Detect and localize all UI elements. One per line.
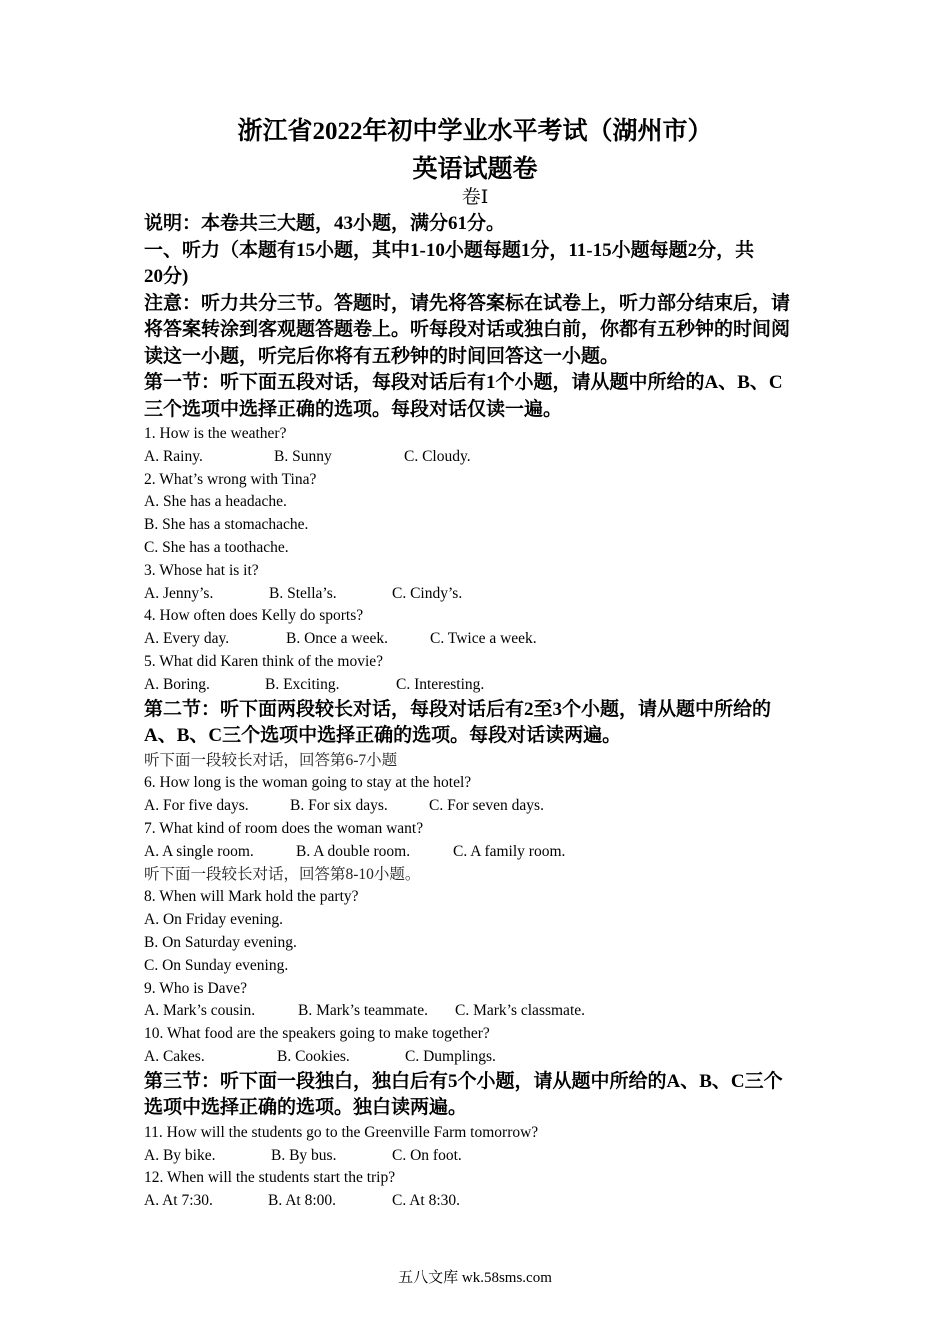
option-b: B. At 8:00.: [268, 1192, 337, 1210]
question-7: 7. What kind of room does the woman want?: [144, 819, 424, 837]
options-4: [144, 628, 809, 651]
options-11: [144, 1145, 809, 1168]
question-11: 11. How will the students go to the Greenville Farm tomorrow?: [144, 1123, 539, 1141]
option-c: C. Dumplings.: [405, 1047, 496, 1065]
question-4: 4. How often does Kelly do sports?: [144, 607, 364, 625]
option-b: B. On Saturday evening.: [144, 933, 297, 951]
option-c: C. For seven days.: [429, 797, 544, 815]
option-a: A. A single room.: [144, 842, 254, 860]
dialogue-note: 听下面一段较长对话，回答第6-7小题: [144, 751, 398, 769]
option-a: A. By bike.: [144, 1146, 216, 1164]
option-a: A. She has a headache.: [144, 493, 287, 511]
option-c: C. Cindy’s.: [392, 584, 463, 602]
section1-heading: 第一节：听下面五段对话，每段对话后有1个小题，请从题中所给的A、B、C: [144, 372, 783, 393]
option-a: A. At 7:30.: [144, 1192, 213, 1210]
volume-label: 卷Ⅰ: [461, 187, 489, 208]
option-c: C. On Sunday evening.: [144, 956, 289, 974]
options-6: [144, 795, 809, 818]
option-c: C. At 8:30.: [392, 1192, 461, 1210]
question-6: 6. How long is the woman going to stay at the hotel?: [144, 774, 472, 792]
question-12: 12. When will the students start the trip?: [144, 1169, 396, 1187]
option-a: A. On Friday evening.: [144, 911, 284, 929]
option-b: B. For six days.: [290, 797, 388, 815]
section1-heading-cont: 三个选项中选择正确的选项。每段对话仅读一遍。: [144, 398, 563, 420]
section2-heading: 第二节：听下面两段较长对话，每段对话后有2至3个小题，请从题中所给的: [144, 698, 772, 720]
note-line: 将答案转涂到客观题答题卷上。听每段对话或独白前，你都有五秒钟的时间阅: [144, 319, 791, 340]
part1-heading-cont: 20分): [144, 266, 189, 287]
option-b: B. Exciting.: [265, 675, 340, 693]
option-b: B. She has a stomachache.: [144, 516, 309, 534]
option-a: A. Mark’s cousin.: [144, 1002, 256, 1020]
option-c: C. She has a toothache.: [144, 538, 289, 556]
dialogue-note: 听下面一段较长对话，回答第8-10小题。: [144, 865, 421, 883]
options-10: [144, 1046, 809, 1069]
exam-body: [144, 211, 809, 1213]
options-3: [144, 583, 809, 606]
exam-title: 浙江省2022年初中学业水平考试（湖州市）: [237, 118, 713, 145]
option-c: C. Interesting.: [396, 675, 485, 693]
part1-heading: 一、听力（本题有15小题，其中1-10小题每题1分，11-15小题每题2分，共: [144, 239, 755, 261]
question-10: 10. What food are the speakers going to make together?: [144, 1025, 490, 1043]
option-b: B. By bus.: [271, 1146, 337, 1164]
options-9: [144, 1000, 809, 1023]
option-b: B. A double room.: [296, 842, 411, 860]
option-a: A. Rainy.: [144, 447, 203, 465]
note-line: 读这一小题，听完后你将有五秒钟的时间回答这一小题。: [144, 345, 620, 367]
option-b: B. Once a week.: [286, 630, 388, 648]
option-c: C. Mark’s classmate.: [455, 1002, 586, 1020]
options-5: [144, 674, 809, 697]
options-1: [144, 446, 809, 469]
note-line: 注意：听力共分三节。答题时，请先将答案标在试卷上，听力部分结束后，请: [144, 292, 791, 314]
section3-heading: 第三节：听下面一段独白，独白后有5个小题，请从题中所给的A、B、C三个: [144, 1070, 783, 1092]
option-a: A. Cakes.: [144, 1047, 205, 1065]
options-7: [144, 841, 809, 864]
section3-heading-cont: 选项中选择正确的选项。独白读两遍。: [144, 1097, 468, 1119]
option-c: C. On foot.: [392, 1146, 462, 1164]
option-b: B. Stella’s.: [269, 584, 337, 602]
question-5: 5. What did Karen think of the movie?: [144, 652, 384, 670]
option-a: A. Boring.: [144, 675, 210, 693]
option-a: A. For five days.: [144, 797, 249, 815]
options-12: [144, 1190, 809, 1213]
exam-subtitle: 英语试题卷: [412, 156, 538, 183]
option-b: B. Sunny: [274, 447, 332, 465]
footer-watermark: 五八文库 wk.58sms.com: [398, 1270, 552, 1286]
option-a: A. Every day.: [144, 630, 230, 648]
option-a: A. Jenny’s.: [144, 584, 214, 602]
option-b: B. Cookies.: [277, 1047, 350, 1065]
question-9: 9. Who is Dave?: [144, 979, 248, 997]
intro-text: 说明：本卷共三大题，43小题，满分61分。: [144, 213, 506, 234]
option-c: C. A family room.: [453, 842, 566, 860]
question-2: 2. What’s wrong with Tina?: [144, 470, 317, 488]
option-b: B. Mark’s teammate.: [298, 1002, 428, 1020]
question-8: 8. When will Mark hold the party?: [144, 888, 359, 906]
option-c: C. Cloudy.: [404, 447, 471, 465]
section2-heading-cont: A、B、C三个选项中选择正确的选项。每段对话读两遍。: [144, 725, 622, 747]
question-1: 1. How is the weather?: [144, 425, 287, 442]
question-3: 3. Whose hat is it?: [144, 561, 259, 579]
option-c: C. Twice a week.: [430, 630, 537, 648]
